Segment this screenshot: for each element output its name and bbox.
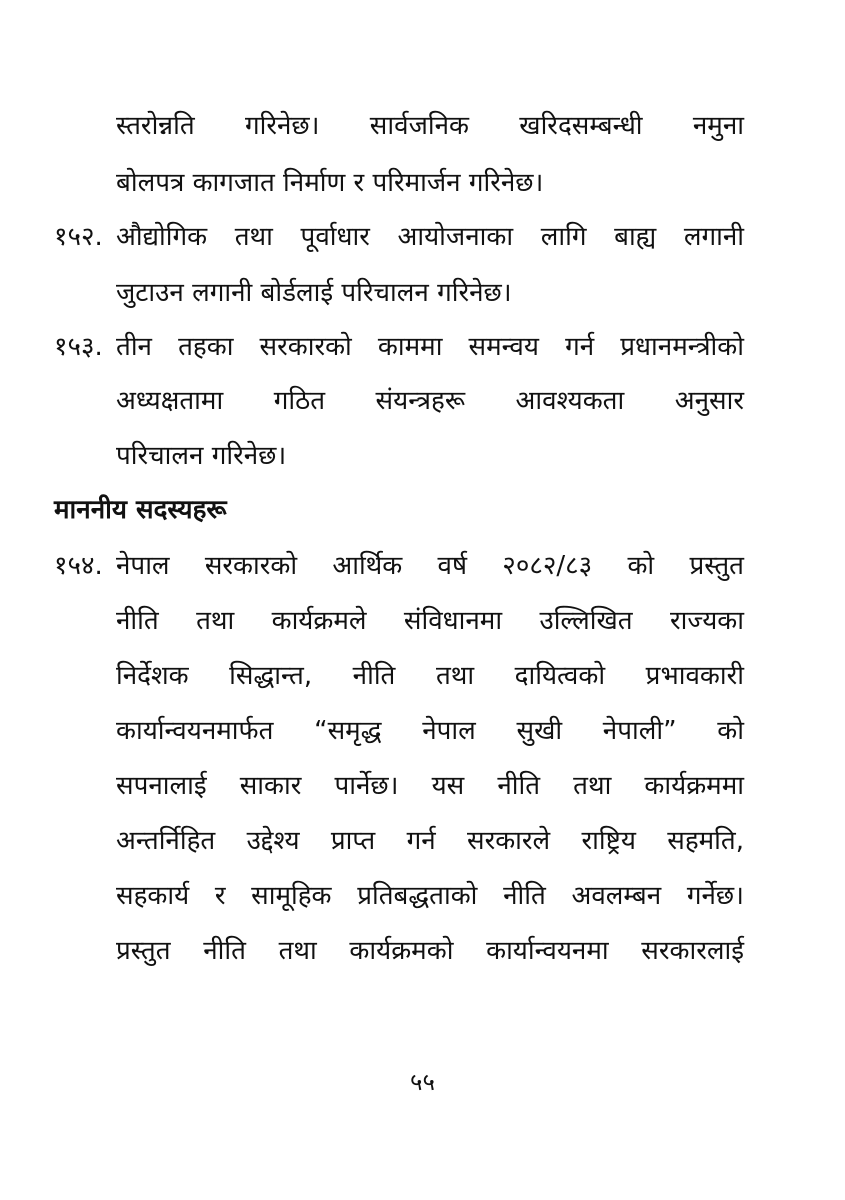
paragraph-153-line-2: अध्यक्षतामा गठित संयन्त्रहरू आवश्यकता अनुसार: [116, 386, 744, 416]
paragraph-152-line-2: जुटाउन लगानी बोर्डलाई परिचालन गरिनेछ।: [116, 278, 512, 308]
paragraph-152-line-1: औद्योगिक तथा पूर्वाधार आयोजनाका लागि बाह्य लगानी: [116, 222, 744, 252]
paragraph-154-number: १५४.: [54, 551, 103, 581]
paragraph-154-line-3: निर्देशक सिद्धान्त, नीति तथा दायित्वको प्रभावकारी: [116, 661, 744, 691]
paragraph-154-line-8: प्रस्तुत नीति तथा कार्यक्रमको कार्यान्वयनमा सरकारलाई: [116, 936, 744, 966]
paragraph-154-line-5: सपनालाई साकार पार्नेछ। यस नीति तथा कार्यक्रममा: [116, 771, 744, 801]
paragraph-151-line-2: बोलपत्र कागजात निर्माण र परिमार्जन गरिनेछ।: [116, 168, 544, 198]
paragraph-152-number: १५२.: [54, 222, 103, 252]
paragraph-153-line-1: तीन तहका सरकारको काममा समन्वय गर्न प्रधानमन्त्रीको: [116, 332, 744, 362]
paragraph-153-line-3: परिचालन गरिनेछ।: [116, 441, 287, 471]
paragraph-151-line-1: स्तरोन्नति गरिनेछ। सार्वजनिक खरिदसम्बन्धी नमुना: [116, 111, 744, 141]
paragraph-154-line-6: अन्तर्निहित उद्देश्य प्राप्त गर्न सरकारले राष्ट्रिय सहमति,: [116, 826, 744, 856]
section-heading: माननीय सदस्यहरू: [54, 495, 227, 525]
paragraph-154-line-2: नीति तथा कार्यक्रमले संविधानमा उल्लिखित राज्यका: [116, 606, 744, 636]
page-number: ५५: [410, 1068, 435, 1096]
paragraph-154-line-4: कार्यान्वयनमार्फत “समृद्ध नेपाल सुखी नेपाली” को: [116, 716, 744, 746]
paragraph-154-line-1: नेपाल सरकारको आर्थिक वर्ष २०८२/८३ को प्रस्तुत: [116, 551, 744, 581]
paragraph-154-line-7: सहकार्य र सामूहिक प्रतिबद्धताको नीति अवलम्बन गर्नेछ।: [116, 881, 744, 911]
paragraph-153-number: १५३.: [54, 332, 103, 362]
